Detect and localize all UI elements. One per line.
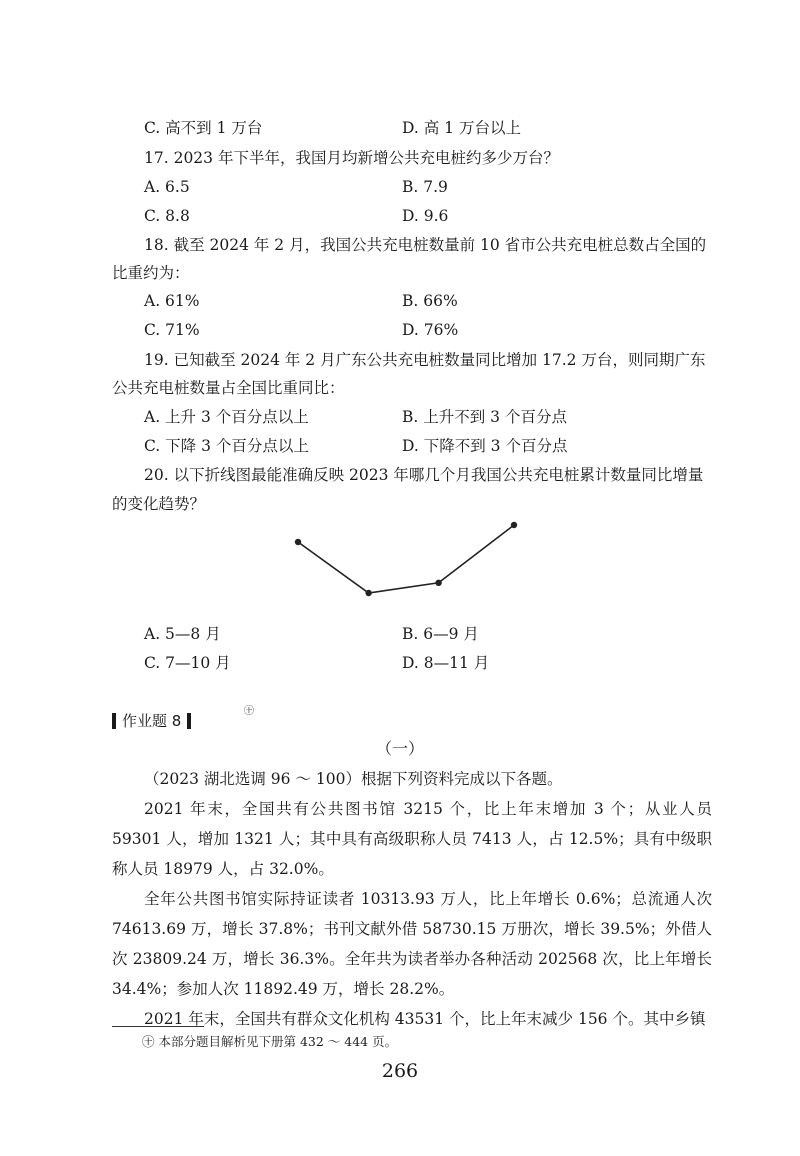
q17-option-c: C. 8.8 xyxy=(144,207,190,225)
footnote-mark: ㊉ xyxy=(142,1034,155,1049)
q17-option-b: B. 7.9 xyxy=(402,178,448,196)
heading-right-bar xyxy=(187,713,191,729)
passage-paragraph-2: 全年公共图书馆实际持证读者 10313.93 万人，比上年增长 0.6%；总流通人次 74613.69 万，增长 37.8%；书刊文献外借 58730.15 万册次，增长 39.5%；外借人次 23809.24 万，增长 36.3%。全年共为读者举办各种活动 202568 次，比上年增长 34.4%；参加人次 11892.49 万，增长 28.2%。 xyxy=(112,890,712,998)
trend-line-chart xyxy=(280,515,530,620)
q16-option-d: D. 高 1 万台以上 xyxy=(402,119,521,137)
chart-point-1 xyxy=(295,539,301,545)
q19-option-c: C. 下降 3 个百分点以上 xyxy=(144,437,309,455)
footnote-divider xyxy=(112,1026,204,1027)
subsection-title: （一） xyxy=(375,739,424,758)
chart-point-2 xyxy=(365,590,371,596)
q19-stem-line2: 公共充电桩数量占全国比重同比： xyxy=(112,379,345,397)
q20-option-b: B. 6—9 月 xyxy=(402,625,479,643)
q19-option-d: D. 下降不到 3 个百分点 xyxy=(402,437,568,455)
passage-intro: （2023 湖北选调 96 ～ 100）根据下列资料完成以下各题。 xyxy=(144,770,563,788)
q20-option-d: D. 8—11 月 xyxy=(402,654,490,672)
q20-option-a: A. 5—8 月 xyxy=(144,625,221,643)
footnote-reference-mark: ㊉ xyxy=(244,706,254,717)
q20-stem-line1: 20. 以下折线图最能准确反映 2023 年哪几个月我国公共充电桩累计数量同比增量 xyxy=(144,466,704,484)
heading-left-bar xyxy=(112,713,116,729)
q18-option-b: B. 66% xyxy=(402,292,458,310)
chart-points xyxy=(295,522,517,596)
q20-stem-line2: 的变化趋势？ xyxy=(112,495,206,513)
chart-point-4 xyxy=(511,522,517,528)
q19-option-b: B. 上升不到 3 个百分点 xyxy=(402,408,567,426)
q18-option-d: D. 76% xyxy=(402,321,459,339)
q18-option-a: A. 61% xyxy=(144,292,200,310)
q19-stem-line1: 19. 已知截至 2024 年 2 月广东公共充电桩数量同比增加 17.2 万台，则同期广东 xyxy=(144,351,706,369)
section-heading xyxy=(112,710,191,731)
footnote-text: 本部分题目解析见下册第 432 ～ 444 页。 xyxy=(158,1034,398,1049)
page-number: 266 xyxy=(381,1060,419,1082)
passage-paragraph-3: 2021 年末，全国共有群众文化机构 43531 个，比上年末减少 156 个。其中乡镇 xyxy=(144,1010,706,1028)
q16-option-c: C. 高不到 1 万台 xyxy=(144,119,263,137)
q17-option-a: A. 6.5 xyxy=(144,178,190,196)
q18-option-c: C. 71% xyxy=(144,321,200,339)
section-title: 作业题 8 xyxy=(122,712,182,730)
footnote xyxy=(142,1032,397,1050)
chart-point-3 xyxy=(435,580,441,586)
q20-option-c: C. 7—10 月 xyxy=(144,654,231,672)
q18-stem-line1: 18. 截至 2024 年 2 月，我国公共充电桩数量前 10 省市公共充电桩总数占全国的 xyxy=(144,236,707,254)
passage-paragraph-1: 2021 年末，全国共有公共图书馆 3215 个，比上年末增加 3 个；从业人员 59301 人，增加 1321 人；其中具有高级职称人员 7413 人，占 12.5%；具有中级职称人员 18979 人，占 32.0%。 xyxy=(112,800,712,878)
q17-stem: 17. 2023 年下半年，我国月均新增公共充电桩约多少万台？ xyxy=(144,149,559,167)
q18-stem-line2: 比重约为： xyxy=(112,264,190,282)
q19-option-a: A. 上升 3 个百分点以上 xyxy=(144,408,309,426)
q17-option-d: D. 9.6 xyxy=(402,207,449,225)
chart-series-line xyxy=(298,525,514,593)
